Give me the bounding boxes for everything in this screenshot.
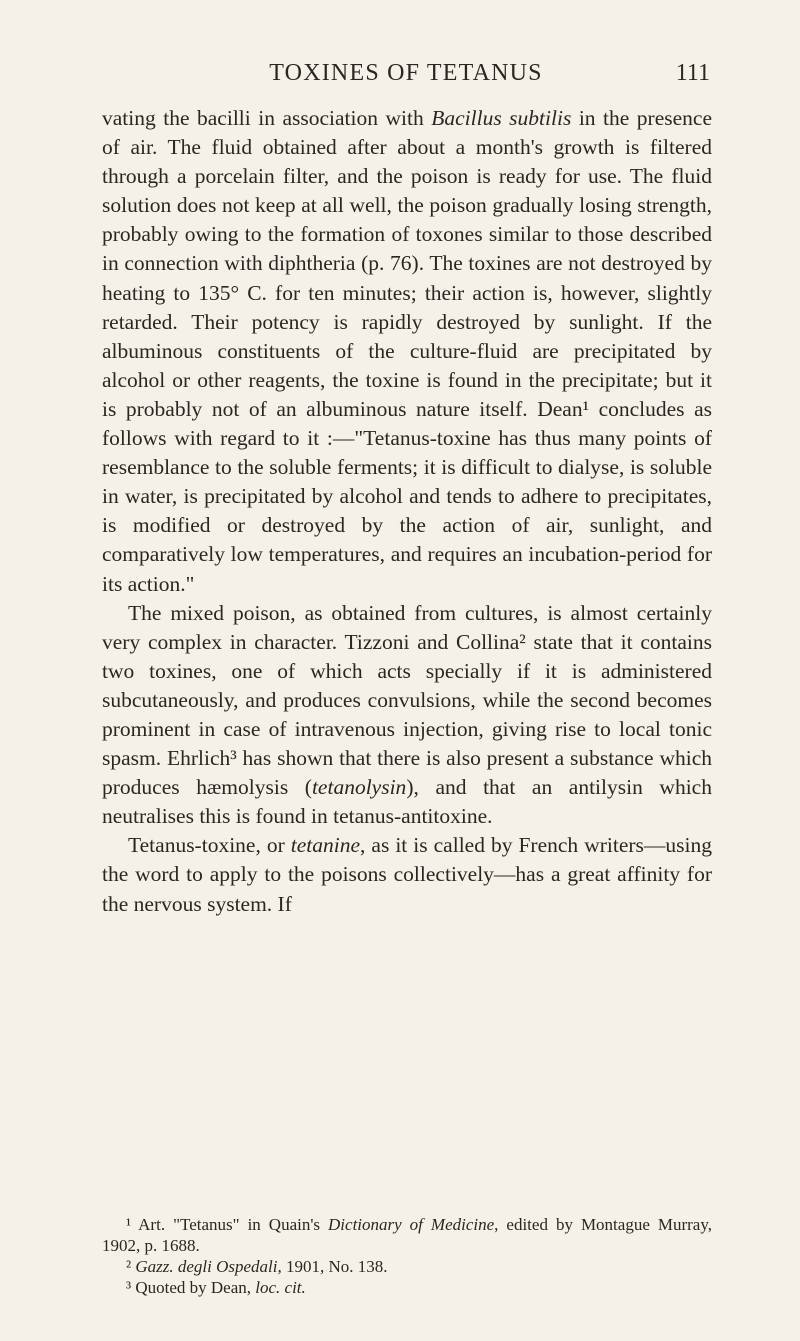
- footnote: ¹ Art. "Tetanus" in Quain's Dictionary of Medicine, edited by Montague Murray, 1902, p. 1688.: [102, 1215, 712, 1255]
- page-header: [102, 58, 710, 98]
- running-title: TOXINES OF TETANUS: [269, 60, 543, 86]
- page-number: 111: [675, 60, 710, 86]
- footnote: ³ Quoted by Dean, loc. cit.: [126, 1278, 306, 1297]
- footnotes: [102, 1214, 712, 1298]
- paragraph: vating the bacilli in association with Bacillus subtilis in the presence of air. The fluid obtained after about a month's growth is filtered through a porcelain filter, and the poison is ready for use. The fluid solution does not keep at all well, the poison gradually losing strength, probably owing to the formation of toxones similar to those described in connection with diphtheria (p. 76). The toxines are not destroyed by heating to 135° C. for ten minutes; their action is, however, slightly retarded. Their potency is rapidly destroyed by sunlight. If the albuminous constituents of the culture-fluid are precipitated by alcohol or other reagents, the toxine is found in the precipitate; but it is probably not of an albuminous nature itself. Dean¹ concludes as follows with regard to it :—"Tetanus-toxine has thus many points of resemblance to the soluble ferments; it is difficult to dialyse, is soluble in water, is precipitated by alcohol and tends to adhere to precipitates, is modified or destroyed by the action of air, sunlight, and comparatively low temperatures, and requires an incubation-period for its action.": [102, 106, 712, 596]
- footnote: ² Gazz. degli Ospedali, 1901, No. 138.: [126, 1257, 388, 1276]
- paragraph: The mixed poison, as obtained from cultures, is almost certainly very complex in character. Tizzoni and Collina² state that it contains two toxines, one of which acts specially if it is administered subcutaneously, and produces convulsions, while the second becomes prominent in case of intravenous injection, giving rise to local tonic spasm. Ehrlich³ has shown that there is also present a substance which produces hæmolysis (tetanolysin), and that an antilysin which neutralises this is found in tetanus-antitoxine.: [102, 600, 712, 829]
- body-text: [102, 104, 712, 919]
- paragraph: Tetanus-toxine, or tetanine, as it is called by French writers—using the word to apply to the poisons collectively—has a great affinity for the nervous system. If: [102, 833, 712, 916]
